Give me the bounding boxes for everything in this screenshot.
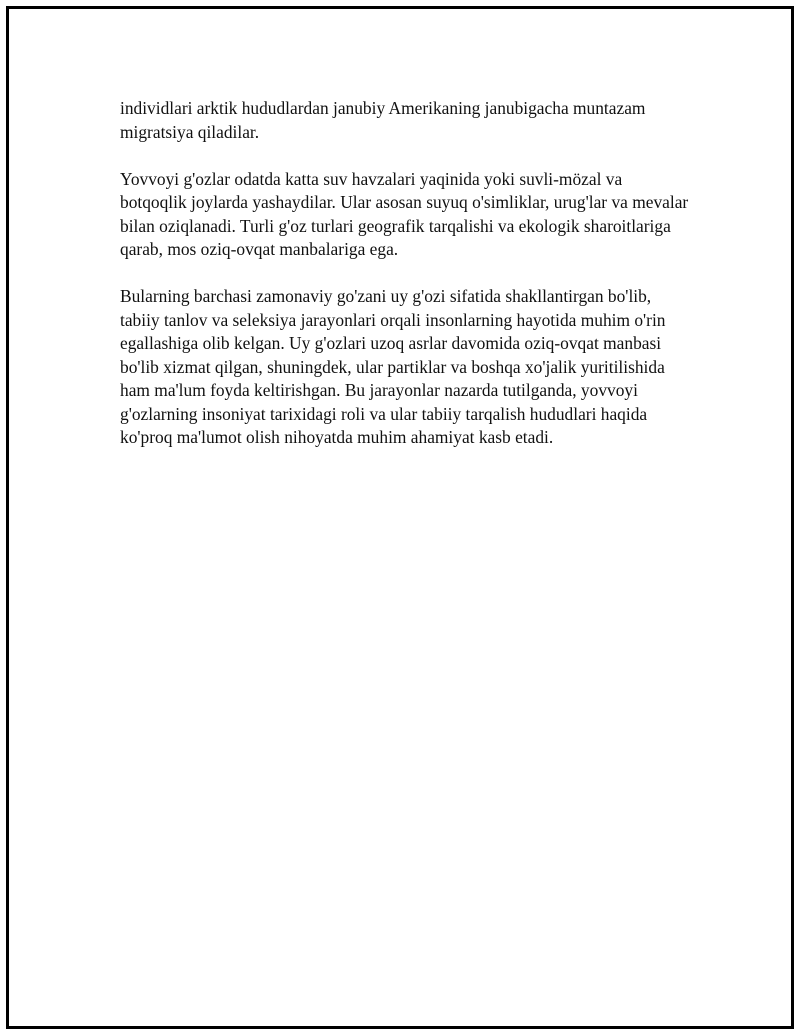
document-page	[6, 6, 794, 1029]
paragraph-1: individlari arktik hududlardan janubiy Amerikaning janubigacha muntazam migratsiya qiladilar.	[120, 98, 646, 142]
document-body	[120, 97, 690, 473]
paragraph-2: Yovvoyi g'ozlar odatda katta suv havzalari yaqinida yoki suvli-mözal va botqoqlik joylarda yashaydilar. Ular asosan suyuq o'simliklar, urug'lar va mevalar bilan oziqlanadi. Turli g'oz turlari geografik tarqalishi va ekologik sharoitlariga qarab, mos oziq-ovqat manbalariga ega.	[120, 168, 689, 259]
paragraph-3: Bularning barchasi zamonaviy go'zani uy g'ozi sifatida shakllantirgan bo'lib, tabiiy tanlov va seleksiya jarayonlari orqali insonlarning hayotida muhim o'rin egallashiga olib kelgan. Uy g'ozlari uzoq asrlar davomida oziq-ovqat manbasi bo'lib xizmat qilgan, shuningdek, ular partiklar va boshqa xo'jalik yuritilishida ham ma'lum foyda keltirishgan. Bu jarayonlar nazarda tutilganda, yovvoyi g'ozlarning insoniyat tarixidagi roli va ular tabiiy tarqalish hududlari haqida ko'proq ma'lumot olish nihoyatda muhim ahamiyat kasb etadi.	[120, 286, 666, 447]
